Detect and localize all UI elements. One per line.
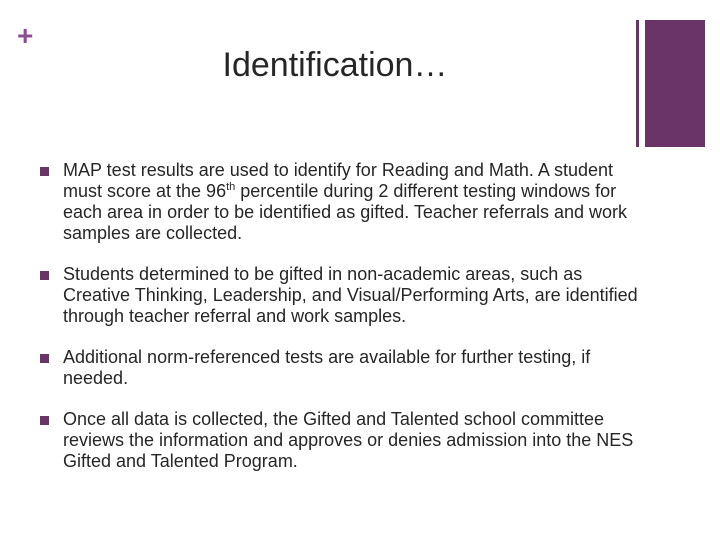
plus-logo-mark: +: [17, 20, 34, 51]
square-bullet-icon: [40, 416, 49, 425]
decorative-thin-bar: [636, 20, 639, 147]
square-bullet-icon: [40, 271, 49, 280]
bullet-item-map-test: [40, 160, 640, 244]
bullet-item-norm-referenced: [40, 347, 640, 389]
bullet-text: [63, 160, 627, 243]
bullet-text-part: MAP test results are used to identify for Reading and Math. A student must score at the 96: [63, 160, 613, 201]
bullet-list: [40, 160, 640, 492]
square-bullet-icon: [40, 354, 49, 363]
decorative-thick-bar: [645, 20, 705, 147]
bullet-text: Additional norm-referenced tests are available for further testing, if needed.: [63, 347, 591, 388]
decorative-bars: [636, 20, 706, 147]
bullet-text: Students determined to be gifted in non-academic areas, such as Creative Thinking, Leadership, and Visual/Performing Arts, are identified through teacher referral and work samples.: [63, 264, 638, 326]
bullet-item-non-academic: [40, 264, 640, 327]
bullet-text-part: percentile during 2 different testing windows for each area in order to be identified as gifted. Teacher referrals and work samples are collected.: [63, 181, 627, 243]
slide-title: Identification…: [222, 46, 448, 84]
square-bullet-icon: [40, 167, 49, 176]
bullet-text: Once all data is collected, the Gifted and Talented school committee reviews the information and approves or denies admission into the NES Gifted and Talented Program.: [63, 409, 634, 471]
ordinal-superscript: th: [226, 181, 236, 193]
bullet-item-committee: [40, 409, 640, 472]
